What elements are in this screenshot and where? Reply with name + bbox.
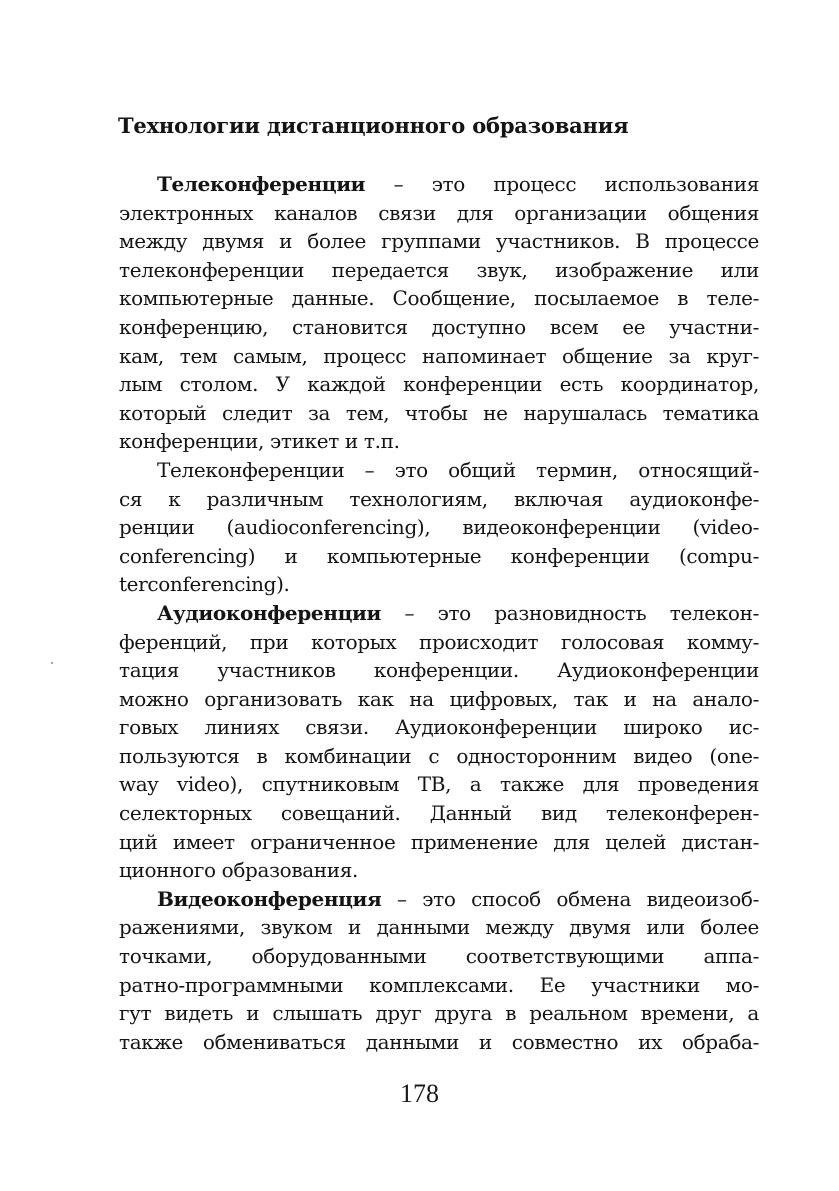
text-line	[119, 742, 759, 771]
text-line	[119, 456, 759, 485]
text-line	[119, 570, 759, 599]
text-line	[119, 656, 759, 685]
line-text: ференций, при которых происходит голосовая комму-	[119, 629, 759, 654]
line-text: тация участников конференции. Аудиоконференции	[119, 658, 759, 683]
text-line	[119, 399, 759, 428]
text-line	[119, 971, 759, 1000]
text-line	[119, 999, 759, 1028]
text-line	[119, 599, 759, 628]
text-line	[119, 284, 759, 313]
line-text: можно организовать как на цифровых, так и на анало-	[119, 686, 759, 711]
line-text: селекторных совещаний. Данный вид телеконферен-	[119, 801, 759, 826]
text-line	[119, 256, 759, 285]
line-text: ратно-программными комплексами. Ее участники мо-	[119, 972, 759, 997]
text-line	[119, 913, 759, 942]
body-text	[119, 170, 759, 1056]
line-text: компьютерные данные. Сообщение, посылаемое в теле-	[119, 286, 759, 311]
line-text: – это разновидность телекон-	[380, 600, 759, 625]
text-line	[119, 370, 759, 399]
line-text: кам, тем самым, процесс напоминает общение за круг-	[119, 343, 759, 368]
text-line	[119, 885, 759, 914]
text-line	[119, 170, 759, 199]
text-line	[119, 685, 759, 714]
line-text: way video), спутниковым ТВ, а также для проведения	[119, 772, 759, 797]
text-line	[119, 485, 759, 514]
text-line	[119, 828, 759, 857]
defined-term: Аудиоконференции	[157, 600, 381, 625]
defined-term: Телеконференции	[157, 172, 366, 196]
text-line	[119, 513, 759, 542]
line-text: конференции, этикет и т.п.	[119, 429, 400, 454]
paragraph	[119, 599, 759, 885]
page-number: 178	[400, 1079, 439, 1108]
line-text: который следит за тем, чтобы не нарушалась тематика	[119, 400, 759, 425]
text-line	[119, 1028, 759, 1057]
text-line	[119, 856, 759, 885]
line-text: между двумя и более группами участников. В процессе	[119, 229, 759, 254]
text-line	[119, 628, 759, 657]
line-text: также обмениваться данными и совместно их обраба-	[119, 1029, 759, 1054]
line-text: ражениями, звуком и данными между двумя или более	[119, 915, 759, 940]
paragraph	[119, 885, 759, 1057]
line-text: гут видеть и слышать друг друга в реальном времени, а	[119, 1001, 759, 1026]
text-line	[119, 227, 759, 256]
line-text: terconferencing).	[119, 572, 290, 597]
line-text: ций имеет ограниченное применение для целей дистан-	[119, 829, 759, 854]
text-line	[119, 427, 759, 456]
scan-speck	[51, 662, 53, 664]
line-text: ционного образования.	[119, 858, 359, 883]
line-text: говых линиях связи. Аудиоконференции широко ис-	[119, 715, 759, 740]
text-line	[119, 313, 759, 342]
line-text: лым столом. У каждой конференции есть координатор,	[119, 372, 759, 397]
text-line	[119, 542, 759, 571]
line-text: пользуются в комбинации с односторонним видео (one-	[119, 743, 759, 768]
line-text: ся к различным технологиям, включая аудиоконфе-	[119, 486, 759, 511]
line-text: ренции (audioconferencing), видеоконференции (video-	[119, 515, 759, 540]
text-line	[119, 942, 759, 971]
line-text: – это процесс использования	[365, 172, 759, 196]
line-text: телеконференции передается звук, изображение или	[119, 257, 759, 282]
text-line	[119, 799, 759, 828]
defined-term: Видеоконференция	[157, 886, 382, 911]
section-heading: Технологии дистанционного образования	[118, 113, 629, 138]
paragraph	[119, 170, 759, 456]
line-text: Телеконференции – это общий термин, относящий-	[157, 457, 759, 482]
text-line	[119, 713, 759, 742]
text-line	[119, 770, 759, 799]
text-line	[119, 199, 759, 228]
line-text: электронных каналов связи для организации общения	[119, 200, 759, 225]
line-text: точками, оборудованными соответствующими аппа-	[119, 944, 759, 969]
text-line	[119, 342, 759, 371]
line-text: conferencing) и компьютерные конференции (compu-	[119, 543, 759, 568]
paragraph	[119, 456, 759, 599]
line-text: конференцию, становится доступно всем ее участни-	[119, 314, 759, 339]
line-text: – это способ обмена видеоизоб-	[381, 886, 759, 911]
